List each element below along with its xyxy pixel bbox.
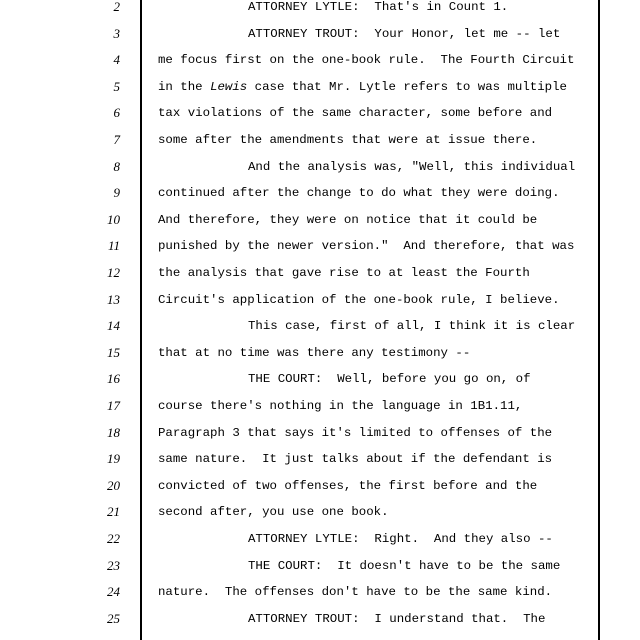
line-number: 24 [107, 584, 120, 600]
line-number: 18 [107, 424, 120, 440]
transcript-line [0, 47, 640, 73]
transcript-line [0, 154, 640, 180]
transcript-line [0, 313, 640, 339]
line-number: 23 [107, 557, 120, 573]
line-number: 20 [107, 477, 120, 493]
line-text [158, 47, 594, 73]
line-text: tax violations of the same character, some before and [158, 106, 553, 121]
transcript-line [0, 526, 640, 552]
line-number: 16 [107, 371, 120, 387]
line-text: second after, you use one book. [158, 505, 389, 520]
line-text: And therefore, they were on notice that it could be [158, 212, 538, 227]
line-number: 14 [107, 318, 120, 334]
transcript-line [0, 579, 640, 605]
line-text: ATTORNEY TROUT: Your Honor, let me -- let [248, 26, 561, 41]
line-text: ATTORNEY TROUT: I understand that. The [248, 611, 546, 626]
line-number: 3 [113, 25, 120, 41]
line-number: 9 [113, 185, 120, 201]
transcript-line [0, 0, 640, 20]
line-text: THE COURT: Well, before you go on, of [248, 372, 531, 387]
case-name: Lewis [210, 79, 248, 94]
line-number: 5 [113, 78, 120, 94]
transcript-line [0, 21, 640, 47]
transcript-line [0, 100, 640, 126]
line-number: 22 [107, 531, 120, 546]
transcript-line [0, 180, 640, 206]
line-text: the analysis that gave rise to at least the Fourth [158, 266, 530, 280]
transcript-line [0, 233, 640, 259]
line-number: 21 [107, 504, 120, 520]
line-number: 13 [107, 291, 120, 307]
line-number: 8 [113, 158, 120, 174]
transcript-line [0, 393, 640, 419]
line-text: nature. The offenses don't have to be the same kind. [158, 585, 553, 600]
line-text: convicted of two offenses, the first before and the [158, 478, 538, 493]
transcript-line [0, 127, 640, 153]
line-number: 17 [107, 398, 120, 413]
transcript-line [0, 340, 640, 366]
line-text-part: me focus first on the one-book rule. The Fourth Circuit [158, 53, 575, 68]
line-text: Circuit's application of the one-book rule, I believe. [158, 292, 560, 307]
transcript-line [0, 420, 640, 446]
line-text: Paragraph 3 that says it's limited to offenses of the [158, 425, 553, 440]
line-text-part: in the [158, 79, 211, 94]
line-text: THE COURT: It doesn't have to be the same [248, 558, 561, 573]
line-number: 12 [107, 265, 120, 280]
line-text: ATTORNEY LYTLE: Right. And they also -- [248, 532, 553, 546]
transcript-line [0, 499, 640, 525]
line-text-part: case that Mr. Lytle refers to was multiple [247, 79, 567, 94]
line-text: same nature. It just talks about if the defendant is [158, 452, 553, 467]
transcript-line [0, 473, 640, 499]
transcript-line [0, 287, 640, 313]
line-text: This case, first of all, I think it is clear [248, 319, 576, 334]
transcript-line [0, 446, 640, 472]
line-text: some after the amendments that were at issue there. [158, 133, 538, 147]
line-number: 10 [107, 211, 120, 227]
line-text: course there's nothing in the language in 1B1.11, [158, 399, 523, 413]
line-number: 19 [107, 451, 120, 467]
transcript-line [0, 207, 640, 233]
transcript-line [0, 366, 640, 392]
line-number: 15 [107, 344, 120, 360]
line-number: 2 [113, 0, 120, 14]
line-number: 25 [107, 610, 120, 626]
line-text: ATTORNEY LYTLE: That's in Count 1. [248, 0, 509, 14]
line-text: continued after the change to do what they were doing. [158, 186, 560, 201]
line-number: 11 [107, 238, 120, 254]
line-text [158, 74, 594, 100]
line-text: punished by the newer version." And therefore, that was [158, 239, 575, 254]
transcript-line [0, 74, 640, 100]
line-number: 6 [113, 105, 120, 121]
line-number: 7 [113, 132, 120, 147]
transcript-line [0, 553, 640, 579]
line-number: 4 [113, 52, 120, 68]
line-text: that at no time was there any testimony -- [158, 345, 471, 360]
transcript-line [0, 260, 640, 286]
transcript-line [0, 606, 640, 632]
line-text: And the analysis was, "Well, this individual [248, 159, 576, 174]
